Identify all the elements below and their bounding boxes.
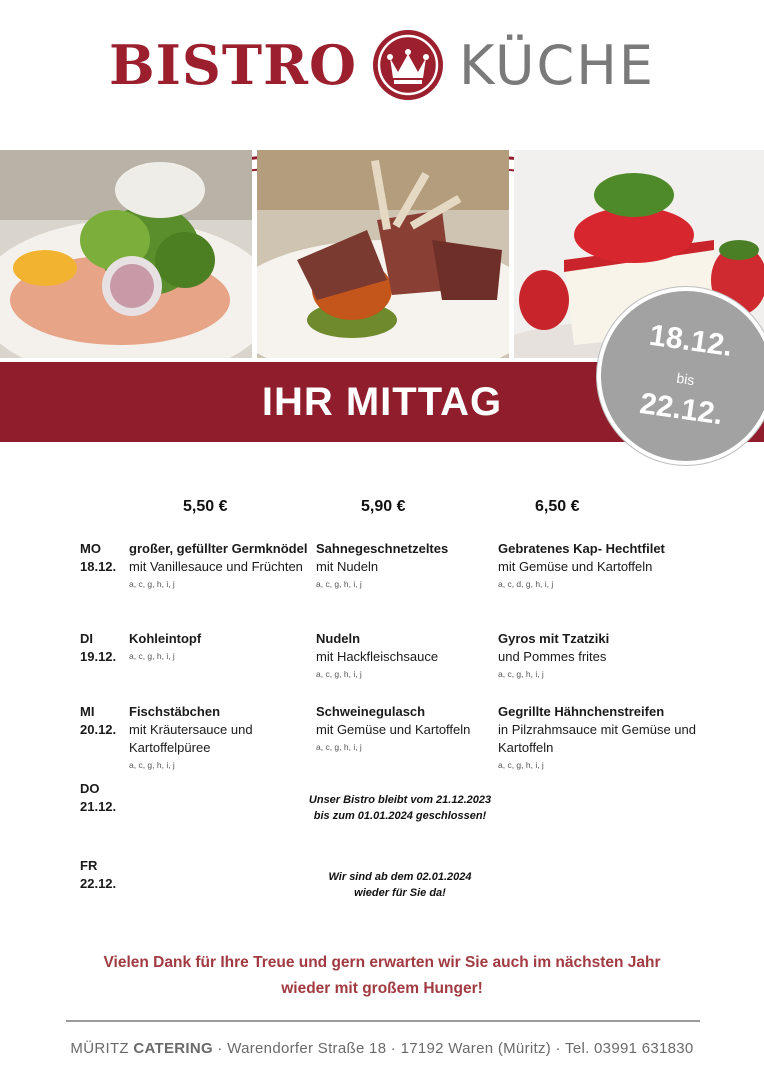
date-from: 18.12. bbox=[647, 318, 735, 363]
dish: großer, gefüllter Germknödel mit Vanillesauce und Früchten a, c, g, h, i, j bbox=[129, 541, 308, 589]
crown-icon bbox=[371, 28, 445, 102]
reopening-notice: Wir sind ab dem 02.01.2024 wieder für Sie da! bbox=[328, 871, 472, 899]
page-title: IHR MITTAG bbox=[261, 380, 503, 424]
thank-you-message: Vielen Dank für Ihre Treue und gern erwarten wir Sie auch im nächsten Jahr wieder mit großem Hunger! bbox=[103, 954, 661, 997]
day-label: MI 20.12. bbox=[80, 704, 117, 737]
footer-address-text: · Warendorfer Straße 18 · 17192 Waren (Müritz) · Tel. 03991 631830 bbox=[212, 1040, 694, 1057]
date-separator: bis bbox=[675, 369, 696, 389]
price-column-2: 5,90 € bbox=[361, 498, 406, 515]
footer-divider bbox=[66, 1020, 700, 1022]
photo-lamb-rack bbox=[257, 150, 509, 358]
footer-brand-prefix: MÜRITZ bbox=[70, 1040, 129, 1057]
photo-salmon-carpaccio bbox=[0, 150, 252, 358]
logo bbox=[0, 28, 764, 102]
dish: Gyros mit Tzatziki und Pommes frites a, c, g, h, i, j bbox=[498, 631, 610, 679]
dish: Gegrillte Hähnchenstreifen in Pilzrahmsauce mit Gemüse und Kartoffeln a, c, g, h, i, j bbox=[498, 704, 696, 770]
price-column-3: 6,50 € bbox=[535, 498, 580, 515]
price-column-1: 5,50 € bbox=[183, 498, 228, 515]
logo-text-bistro: BISTRO bbox=[109, 33, 358, 97]
footer-brand-bold: CATERING bbox=[133, 1040, 213, 1057]
day-label: MO 18.12. bbox=[80, 541, 117, 574]
closure-notice: Unser Bistro bleibt vom 21.12.2023 bis zum 01.01.2024 geschlossen! bbox=[308, 794, 492, 822]
date-range-badge bbox=[597, 287, 764, 465]
dish: Gebratenes Kap- Hechtfilet mit Gemüse und Kartoffeln a, c, d, g, h, i, j bbox=[498, 541, 665, 589]
day-label: FR 22.12. bbox=[80, 858, 117, 891]
dish: Sahnegeschnetzeltes mit Nudeln a, c, g, h, i, j bbox=[316, 541, 449, 589]
dish: Nudeln mit Hackfleischsauce a, c, g, h, i, j bbox=[316, 631, 439, 679]
footer-address bbox=[0, 1040, 764, 1057]
date-to: 22.12. bbox=[637, 387, 725, 432]
dish: Schweinegulasch mit Gemüse und Kartoffeln a, c, g, h, i, j bbox=[316, 704, 471, 752]
day-label: DI 19.12. bbox=[80, 631, 117, 664]
dish: Fischstäbchen mit Kräutersauce und Kartoffelpüree a, c, g, h, i, j bbox=[129, 704, 253, 770]
logo-text-kueche: KÜCHE bbox=[459, 33, 655, 97]
dish: Kohleintopf a, c, g, h, i, j bbox=[129, 631, 202, 661]
day-label: DO 21.12. bbox=[80, 781, 117, 814]
